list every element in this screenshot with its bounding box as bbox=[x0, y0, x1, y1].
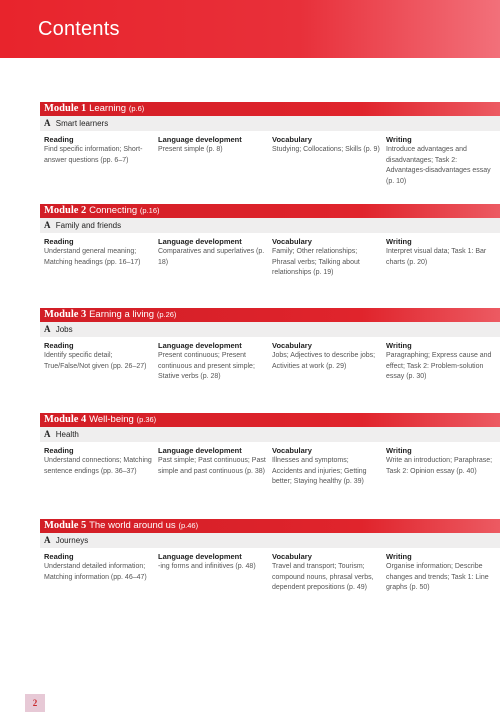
module-columns bbox=[40, 442, 500, 488]
unit-letter: A bbox=[44, 220, 51, 230]
column-heading: Language development bbox=[158, 446, 242, 455]
column-text: Introduce advantages and disadvantages; Task 2: Advantages-disadvantages essay (p. 10) bbox=[386, 146, 491, 185]
column-text: Jobs; Adjectives to describe jobs; Activities at work (p. 29) bbox=[272, 352, 376, 370]
column-heading: Language development bbox=[158, 341, 242, 350]
column-text: Past simple; Past continuous; Past simple and past continuous (p. 38) bbox=[158, 457, 266, 475]
module-bar bbox=[40, 102, 500, 116]
column-writing bbox=[386, 135, 500, 187]
module-bar bbox=[40, 204, 500, 218]
module-bar bbox=[40, 413, 500, 427]
column-heading: Writing bbox=[386, 237, 412, 246]
column-text: Studying; Collocations; Skills (p. 9) bbox=[272, 146, 380, 153]
unit-row bbox=[40, 427, 500, 442]
column-heading: Writing bbox=[386, 446, 412, 455]
unit-letter: A bbox=[44, 118, 51, 128]
column-text: Write an introduction; Paraphrase; Task 2: Opinion essay (p. 40) bbox=[386, 457, 493, 475]
column-heading: Writing bbox=[386, 135, 412, 144]
column-heading: Vocabulary bbox=[272, 446, 312, 455]
column-heading: Language development bbox=[158, 552, 242, 561]
page-number: 2 bbox=[25, 694, 45, 712]
column-heading: Reading bbox=[44, 552, 74, 561]
column-reading bbox=[44, 341, 158, 383]
column-heading: Writing bbox=[386, 341, 412, 350]
column-text: Understand general meaning; Matching headings (pp. 16–17) bbox=[44, 248, 141, 266]
modules-list bbox=[40, 102, 500, 629]
unit-title: Journeys bbox=[55, 536, 89, 545]
module-title: The world around us bbox=[89, 520, 176, 531]
module-3 bbox=[40, 308, 500, 413]
module-page: (p.16) bbox=[139, 206, 160, 215]
module-5 bbox=[40, 519, 500, 629]
page-title: Contents bbox=[38, 18, 120, 40]
unit-row bbox=[40, 218, 500, 233]
column-text: Organise information; Describe changes and trends; Task 1: Line graphs (p. 50) bbox=[386, 563, 489, 591]
column-text: -ing forms and infinitives (p. 48) bbox=[158, 563, 256, 570]
column-text: Understand detailed information; Matching information (pp. 46–47) bbox=[44, 563, 147, 581]
column-language-development bbox=[158, 446, 272, 488]
module-label: Module 5 bbox=[44, 520, 87, 531]
module-title: Learning bbox=[89, 103, 127, 114]
column-language-development bbox=[158, 552, 272, 594]
module-label: Module 3 bbox=[44, 309, 87, 320]
column-heading: Writing bbox=[386, 552, 412, 561]
column-text: Interpret visual data; Task 1: Bar charts (p. 20) bbox=[386, 248, 487, 266]
column-writing bbox=[386, 341, 500, 383]
module-columns bbox=[40, 233, 500, 279]
column-text: Identify specific detail; True/False/Not given (pp. 26–27) bbox=[44, 352, 147, 370]
unit-row bbox=[40, 533, 500, 548]
column-heading: Vocabulary bbox=[272, 135, 312, 144]
module-title: Earning a living bbox=[89, 309, 155, 320]
column-language-development bbox=[158, 135, 272, 187]
module-page: (p.46) bbox=[178, 521, 199, 530]
column-text: Illnesses and symptoms; Accidents and injuries; Getting better; Staying healthy (p. 39) bbox=[272, 457, 367, 485]
module-page: (p.6) bbox=[128, 104, 145, 113]
column-vocabulary bbox=[272, 446, 386, 488]
column-text: Find specific information; Short-answer questions (pp. 6–7) bbox=[44, 146, 143, 164]
module-title: Well-being bbox=[89, 414, 134, 425]
module-4 bbox=[40, 413, 500, 519]
column-vocabulary bbox=[272, 135, 386, 187]
module-columns bbox=[40, 548, 500, 594]
column-vocabulary bbox=[272, 341, 386, 383]
column-heading: Language development bbox=[158, 237, 242, 246]
column-heading: Reading bbox=[44, 237, 74, 246]
column-heading: Reading bbox=[44, 446, 74, 455]
column-heading: Vocabulary bbox=[272, 552, 312, 561]
column-text: Present simple (p. 8) bbox=[158, 146, 223, 153]
unit-row bbox=[40, 322, 500, 337]
module-2 bbox=[40, 204, 500, 308]
column-heading: Reading bbox=[44, 341, 74, 350]
column-vocabulary bbox=[272, 552, 386, 594]
module-columns bbox=[40, 131, 500, 187]
unit-title: Health bbox=[55, 430, 79, 439]
column-text: Paragraphing; Express cause and effect; Task 2: Problem-solution essay (p. 30) bbox=[386, 352, 492, 380]
module-bar bbox=[40, 308, 500, 322]
unit-title: Smart learners bbox=[55, 119, 109, 128]
column-language-development bbox=[158, 341, 272, 383]
module-page: (p.36) bbox=[136, 415, 157, 424]
module-label: Module 1 bbox=[44, 103, 87, 114]
column-writing bbox=[386, 237, 500, 279]
column-reading bbox=[44, 446, 158, 488]
module-1 bbox=[40, 102, 500, 204]
column-vocabulary bbox=[272, 237, 386, 279]
contents-header bbox=[0, 0, 500, 58]
column-text: Present continuous; Present continuous and present simple; Stative verbs (p. 28) bbox=[158, 352, 255, 380]
column-reading bbox=[44, 552, 158, 594]
module-bar bbox=[40, 519, 500, 533]
column-writing bbox=[386, 446, 500, 488]
column-heading: Reading bbox=[44, 135, 74, 144]
column-heading: Vocabulary bbox=[272, 341, 312, 350]
column-heading: Language development bbox=[158, 135, 242, 144]
column-language-development bbox=[158, 237, 272, 279]
module-title: Connecting bbox=[89, 205, 138, 216]
column-reading bbox=[44, 237, 158, 279]
column-text: Family; Other relationships; Phrasal verbs; Talking about relationships (p. 19) bbox=[272, 248, 360, 276]
column-text: Comparatives and superlatives (p. 18) bbox=[158, 248, 265, 266]
unit-row bbox=[40, 116, 500, 131]
module-columns bbox=[40, 337, 500, 383]
column-writing bbox=[386, 552, 500, 594]
column-text: Travel and transport; Tourism; compound nouns, phrasal verbs, dependent prepositions (p. 49) bbox=[272, 563, 374, 591]
column-text: Understand connections; Matching sentence endings (pp. 36–37) bbox=[44, 457, 152, 475]
unit-title: Jobs bbox=[55, 325, 73, 334]
module-page: (p.26) bbox=[156, 310, 177, 319]
unit-title: Family and friends bbox=[55, 221, 122, 230]
unit-letter: A bbox=[44, 429, 51, 439]
unit-letter: A bbox=[44, 324, 51, 334]
column-heading: Vocabulary bbox=[272, 237, 312, 246]
column-reading bbox=[44, 135, 158, 187]
unit-letter: A bbox=[44, 535, 51, 545]
module-label: Module 4 bbox=[44, 414, 87, 425]
module-label: Module 2 bbox=[44, 205, 87, 216]
